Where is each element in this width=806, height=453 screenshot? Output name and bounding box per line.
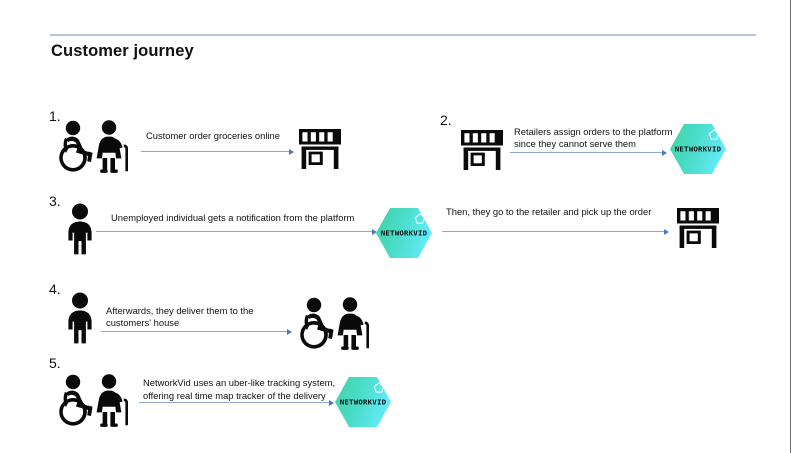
- customers-wheelchair-and-elderly-icon: [298, 295, 376, 351]
- step-2-caption-line1: Retailers assign orders to the platform: [514, 126, 673, 137]
- step-5-arrow: [139, 398, 335, 407]
- step-5-caption-line2: offering real time map tracker of the delivery: [143, 390, 326, 401]
- customers-wheelchair-and-elderly-icon: [57, 118, 135, 174]
- person-icon: [63, 203, 97, 255]
- step-3-arrow: [96, 227, 378, 236]
- networkvid-logo-text: NETWORKVID: [339, 397, 387, 407]
- page-title: Customer journey: [51, 42, 194, 60]
- step-5-caption-line1: NetworkVid uses an uber-like tracking system,: [143, 377, 336, 388]
- networkvid-logo: [333, 375, 393, 429]
- step-4-arrow: [101, 310, 293, 319]
- storefront-icon: [460, 128, 504, 171]
- step-number-5: 5.: [49, 355, 61, 371]
- storefront-icon: [676, 206, 720, 249]
- step-2-arrow: [510, 148, 668, 157]
- step-number-1: 1.: [49, 108, 61, 124]
- step-1-caption: Customer order groceries online: [146, 130, 280, 141]
- step-3-caption: Unemployed individual gets a notification from the platform: [111, 212, 355, 223]
- step-number-4: 4.: [49, 281, 61, 297]
- networkvid-logo: [374, 206, 434, 260]
- step-4-caption-line2: customers' house: [106, 317, 180, 328]
- step-1-arrow: [141, 147, 295, 156]
- step-number-2: 2.: [440, 112, 452, 128]
- step-2-caption-line2: since they cannot serve them: [514, 138, 636, 149]
- title-divider: [50, 34, 756, 36]
- step-number-3: 3.: [49, 193, 61, 209]
- networkvid-logo-text: NETWORKVID: [674, 144, 722, 154]
- storefront-icon: [298, 127, 342, 170]
- networkvid-logo: [668, 122, 728, 176]
- step-3b-caption: Then, they go to the retailer and pick up the order: [446, 206, 652, 217]
- customers-wheelchair-and-elderly-icon: [57, 372, 135, 428]
- step-3b-arrow: [442, 227, 670, 236]
- person-icon: [63, 292, 97, 344]
- slide-right-border: [790, 0, 791, 453]
- step-4-caption-line1: Afterwards, they deliver them to the: [106, 305, 254, 316]
- networkvid-logo-text: NETWORKVID: [380, 228, 428, 238]
